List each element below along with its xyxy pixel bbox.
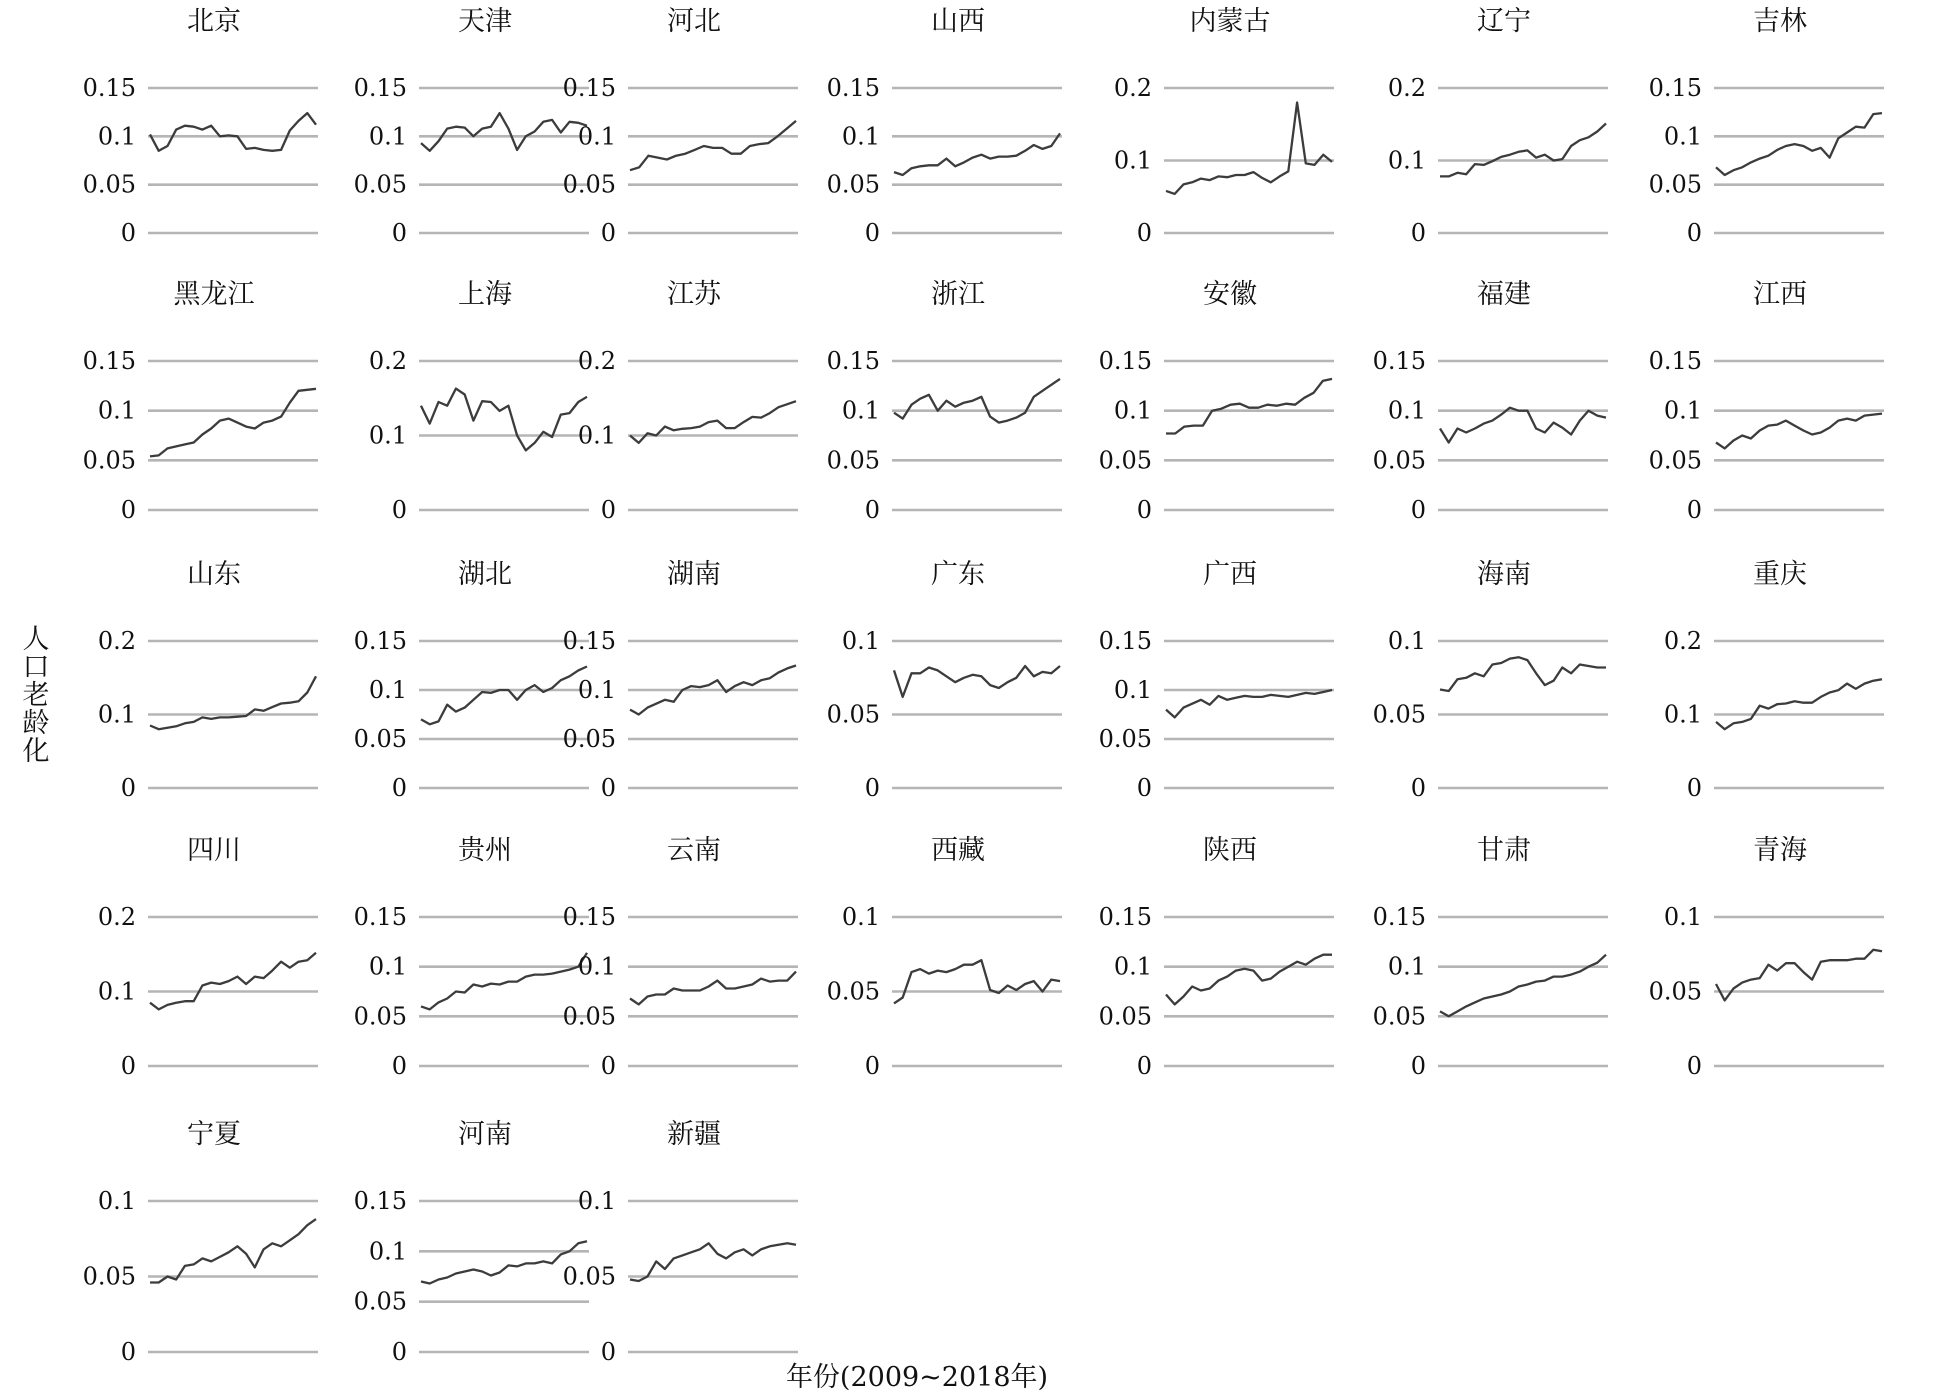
y-tick-label: 0.1 <box>841 903 880 931</box>
series-line <box>421 953 587 1010</box>
panel-title: 青海 <box>1753 835 1807 866</box>
y-tick-label: 0.05 <box>1098 446 1152 475</box>
panels-group <box>83 6 1884 1366</box>
y-tick-label: 0.05 <box>82 1262 136 1291</box>
y-tick-label: 0.1 <box>1113 952 1152 981</box>
series-line <box>1440 408 1606 443</box>
panel-title: 山西 <box>931 6 985 37</box>
panel-title: 辽宁 <box>1477 6 1531 37</box>
panel-title: 陕西 <box>1203 835 1257 866</box>
series-line <box>1166 379 1332 434</box>
panel-title: 云南 <box>667 835 721 866</box>
panel-title: 天津 <box>458 6 512 37</box>
panel-河北 <box>563 6 798 247</box>
y-tick-label: 0.1 <box>368 122 407 151</box>
y-tick-label: 0 <box>1410 219 1426 247</box>
y-tick-label: 0.15 <box>826 347 880 375</box>
y-tick-label: 0.1 <box>1113 396 1152 425</box>
series-line <box>421 667 587 725</box>
y-tick-label: 0.1 <box>1663 903 1702 931</box>
y-tick-label: 0.1 <box>841 122 880 151</box>
y-tick-label: 0.15 <box>562 903 616 931</box>
y-tick-label: 0 <box>600 496 616 524</box>
series-line <box>894 133 1060 175</box>
panel-北京 <box>83 6 318 247</box>
y-tick-label: 0.15 <box>353 1187 407 1215</box>
panel-title: 西藏 <box>931 835 985 866</box>
y-tick-label: 0.1 <box>368 1237 407 1266</box>
y-tick-label: 0.1 <box>577 676 616 704</box>
y-tick-label: 0.1 <box>1113 676 1152 704</box>
y-tick-label: 0 <box>1136 1052 1152 1080</box>
y-tick-label: 0.1 <box>1387 146 1426 175</box>
y-tick-label: 0.15 <box>1372 903 1426 931</box>
panel-title: 河北 <box>667 6 721 37</box>
panel-安徽 <box>1099 279 1334 524</box>
y-tick-label: 0 <box>1136 496 1152 524</box>
y-tick-label: 0 <box>600 774 616 802</box>
y-tick-label: 0.05 <box>353 170 407 199</box>
y-tick-label: 0.2 <box>1113 74 1152 102</box>
y-axis-label: 人口老龄化 <box>22 624 50 767</box>
y-tick-label: 0.05 <box>826 446 880 475</box>
y-tick-label: 0 <box>864 219 880 247</box>
y-tick-label: 0.05 <box>826 170 880 199</box>
y-tick-label: 0.1 <box>368 421 407 450</box>
y-tick-label: 0.1 <box>97 122 136 151</box>
series-line <box>421 113 587 151</box>
y-tick-label: 0.15 <box>1648 74 1702 102</box>
y-tick-label: 0.15 <box>1098 903 1152 931</box>
y-tick-label: 0.05 <box>1098 1002 1152 1031</box>
series-line <box>1166 690 1332 717</box>
y-tick-label: 0 <box>864 774 880 802</box>
y-tick-label: 0.1 <box>368 952 407 981</box>
panel-title: 甘肃 <box>1477 835 1531 866</box>
y-tick-label: 0.05 <box>562 1262 616 1291</box>
series-line <box>1716 679 1882 729</box>
y-tick-label: 0.2 <box>577 347 616 375</box>
panel-山东 <box>98 559 318 802</box>
y-tick-label: 0 <box>1410 774 1426 802</box>
panel-内蒙古 <box>1114 6 1334 247</box>
y-tick-label: 0.05 <box>353 1002 407 1031</box>
y-tick-label: 0.05 <box>1648 170 1702 199</box>
y-tick-label: 0 <box>600 1052 616 1080</box>
panel-山西 <box>827 6 1062 247</box>
panel-黑龙江 <box>83 279 318 524</box>
panel-广东 <box>827 559 1062 802</box>
y-tick-label: 0.05 <box>353 1287 407 1316</box>
series-line <box>1716 113 1882 175</box>
y-tick-label: 0.15 <box>826 74 880 102</box>
series-line <box>1716 950 1882 1001</box>
y-tick-label: 0.15 <box>562 74 616 102</box>
panel-title: 江苏 <box>667 279 721 310</box>
y-tick-label: 0.15 <box>353 74 407 102</box>
panel-湖北 <box>354 559 589 802</box>
y-tick-label: 0.1 <box>97 977 136 1006</box>
series-line <box>894 960 1060 1003</box>
panel-海南 <box>1373 559 1608 802</box>
panel-title: 上海 <box>458 279 512 310</box>
panel-title: 海南 <box>1477 559 1531 590</box>
y-tick-label: 0.2 <box>368 347 407 375</box>
y-tick-label: 0 <box>391 774 407 802</box>
series-line <box>150 113 316 151</box>
y-tick-label: 0 <box>864 1052 880 1080</box>
y-tick-label: 0 <box>1136 219 1152 247</box>
y-tick-label: 0 <box>120 774 136 802</box>
panel-title: 广东 <box>931 559 985 590</box>
y-tick-label: 0 <box>1410 496 1426 524</box>
y-tick-label: 0 <box>1686 1052 1702 1080</box>
panel-title: 北京 <box>187 6 241 37</box>
series-line <box>1440 955 1606 1017</box>
y-tick-label: 0.05 <box>353 725 407 753</box>
y-tick-label: 0.2 <box>97 903 136 931</box>
y-tick-label: 0.05 <box>562 170 616 199</box>
panel-天津 <box>354 6 589 247</box>
series-line <box>1716 414 1882 449</box>
y-tick-label: 0 <box>1686 774 1702 802</box>
y-tick-label: 0 <box>600 1338 616 1366</box>
y-tick-label: 0.05 <box>1372 446 1426 475</box>
series-line <box>150 1219 316 1282</box>
panel-江西 <box>1649 279 1884 524</box>
panel-浙江 <box>827 279 1062 524</box>
y-tick-label: 0.05 <box>1372 700 1426 729</box>
panel-江苏 <box>578 279 798 524</box>
y-tick-label: 0.05 <box>1372 1002 1426 1031</box>
y-tick-label: 0 <box>600 219 616 247</box>
series-line <box>1166 955 1332 1005</box>
panel-新疆 <box>563 1119 798 1366</box>
panel-title: 吉林 <box>1753 6 1807 37</box>
panel-西藏 <box>827 835 1062 1080</box>
y-tick-label: 0.15 <box>1648 347 1702 375</box>
y-tick-label: 0.1 <box>841 627 880 655</box>
y-tick-label: 0.15 <box>353 903 407 931</box>
panel-title: 四川 <box>187 835 241 866</box>
y-tick-label: 0.15 <box>1372 347 1426 375</box>
panel-上海 <box>369 279 589 524</box>
y-tick-label: 0.1 <box>577 421 616 450</box>
y-tick-label: 0.05 <box>1648 446 1702 475</box>
y-tick-label: 0.05 <box>1098 725 1152 753</box>
y-tick-label: 0.05 <box>82 170 136 199</box>
series-line <box>1440 657 1606 691</box>
y-tick-label: 0.1 <box>577 122 616 151</box>
y-tick-label: 0 <box>1686 219 1702 247</box>
y-tick-label: 0.1 <box>1113 146 1152 175</box>
y-tick-label: 0.1 <box>97 1187 136 1215</box>
y-tick-label: 0.15 <box>82 347 136 375</box>
y-tick-label: 0 <box>120 1052 136 1080</box>
panel-title: 广西 <box>1203 559 1257 590</box>
x-axis-label: 年份(2009~2018年) <box>785 1362 1049 1393</box>
series-line <box>150 676 316 729</box>
y-tick-label: 0.05 <box>826 700 880 729</box>
panel-福建 <box>1373 279 1608 524</box>
y-tick-label: 0 <box>120 1338 136 1366</box>
y-tick-label: 0 <box>1410 1052 1426 1080</box>
panel-title: 福建 <box>1477 279 1531 310</box>
y-tick-label: 0.1 <box>1663 122 1702 151</box>
y-tick-label: 0 <box>391 1052 407 1080</box>
y-tick-label: 0 <box>1686 496 1702 524</box>
panel-title: 江西 <box>1753 279 1807 310</box>
panel-title: 宁夏 <box>187 1119 241 1150</box>
y-tick-label: 0.1 <box>1663 396 1702 425</box>
series-line <box>894 379 1060 423</box>
panel-青海 <box>1649 835 1884 1080</box>
y-tick-label: 0.1 <box>1387 627 1426 655</box>
panel-吉林 <box>1649 6 1884 247</box>
series-line <box>1166 103 1332 194</box>
y-tick-label: 0.1 <box>1387 952 1426 981</box>
y-tick-label: 0.1 <box>577 952 616 981</box>
y-tick-label: 0.1 <box>368 676 407 704</box>
panel-title: 重庆 <box>1753 559 1807 590</box>
y-tick-label: 0.05 <box>82 446 136 475</box>
panel-广西 <box>1099 559 1334 802</box>
y-tick-label: 0.05 <box>1648 977 1702 1006</box>
y-tick-label: 0 <box>864 496 880 524</box>
y-tick-label: 0 <box>391 219 407 247</box>
panel-title: 湖北 <box>458 559 512 590</box>
panel-河南 <box>354 1119 589 1366</box>
y-tick-label: 0.15 <box>353 627 407 655</box>
series-line <box>150 953 316 1010</box>
panel-云南 <box>563 835 798 1080</box>
y-tick-label: 0.1 <box>1663 700 1702 729</box>
panel-陕西 <box>1099 835 1334 1080</box>
y-tick-label: 0.2 <box>1663 627 1702 655</box>
y-tick-label: 0.1 <box>97 700 136 729</box>
series-line <box>630 121 796 170</box>
panel-title: 安徽 <box>1203 279 1257 310</box>
y-tick-label: 0.05 <box>562 1002 616 1031</box>
y-tick-label: 0.15 <box>1098 347 1152 375</box>
panel-title: 贵州 <box>458 835 512 866</box>
y-tick-label: 0.05 <box>562 725 616 753</box>
panel-title: 内蒙古 <box>1189 6 1271 37</box>
series-line <box>630 972 796 1005</box>
series-line <box>150 389 316 457</box>
y-tick-label: 0.1 <box>841 396 880 425</box>
y-tick-label: 0.15 <box>562 627 616 655</box>
series-line <box>894 666 1060 697</box>
y-tick-label: 0 <box>391 1338 407 1366</box>
panel-湖南 <box>563 559 798 802</box>
y-tick-label: 0 <box>391 496 407 524</box>
y-tick-label: 0.1 <box>97 396 136 425</box>
series-line <box>1440 124 1606 177</box>
panel-title: 山东 <box>187 559 241 590</box>
y-tick-label: 0.1 <box>577 1187 616 1215</box>
panel-title: 湖南 <box>667 559 721 590</box>
y-tick-label: 0.15 <box>1098 627 1152 655</box>
panel-title: 黑龙江 <box>173 279 255 310</box>
y-tick-label: 0.05 <box>826 977 880 1006</box>
y-tick-label: 0 <box>120 496 136 524</box>
series-line <box>421 389 587 451</box>
y-tick-label: 0 <box>1136 774 1152 802</box>
panel-title: 河南 <box>458 1119 512 1150</box>
panel-辽宁 <box>1388 6 1608 247</box>
panel-重庆 <box>1664 559 1884 802</box>
y-tick-label: 0 <box>120 219 136 247</box>
panel-宁夏 <box>83 1119 318 1366</box>
panel-甘肃 <box>1373 835 1608 1080</box>
panel-贵州 <box>354 835 589 1080</box>
y-tick-label: 0.15 <box>82 74 136 102</box>
y-tick-label: 0.2 <box>97 627 136 655</box>
panel-四川 <box>98 835 318 1080</box>
y-tick-label: 0.2 <box>1387 74 1426 102</box>
panel-title: 新疆 <box>667 1119 721 1150</box>
y-tick-label: 0.1 <box>1387 396 1426 425</box>
panel-title: 浙江 <box>931 279 985 310</box>
